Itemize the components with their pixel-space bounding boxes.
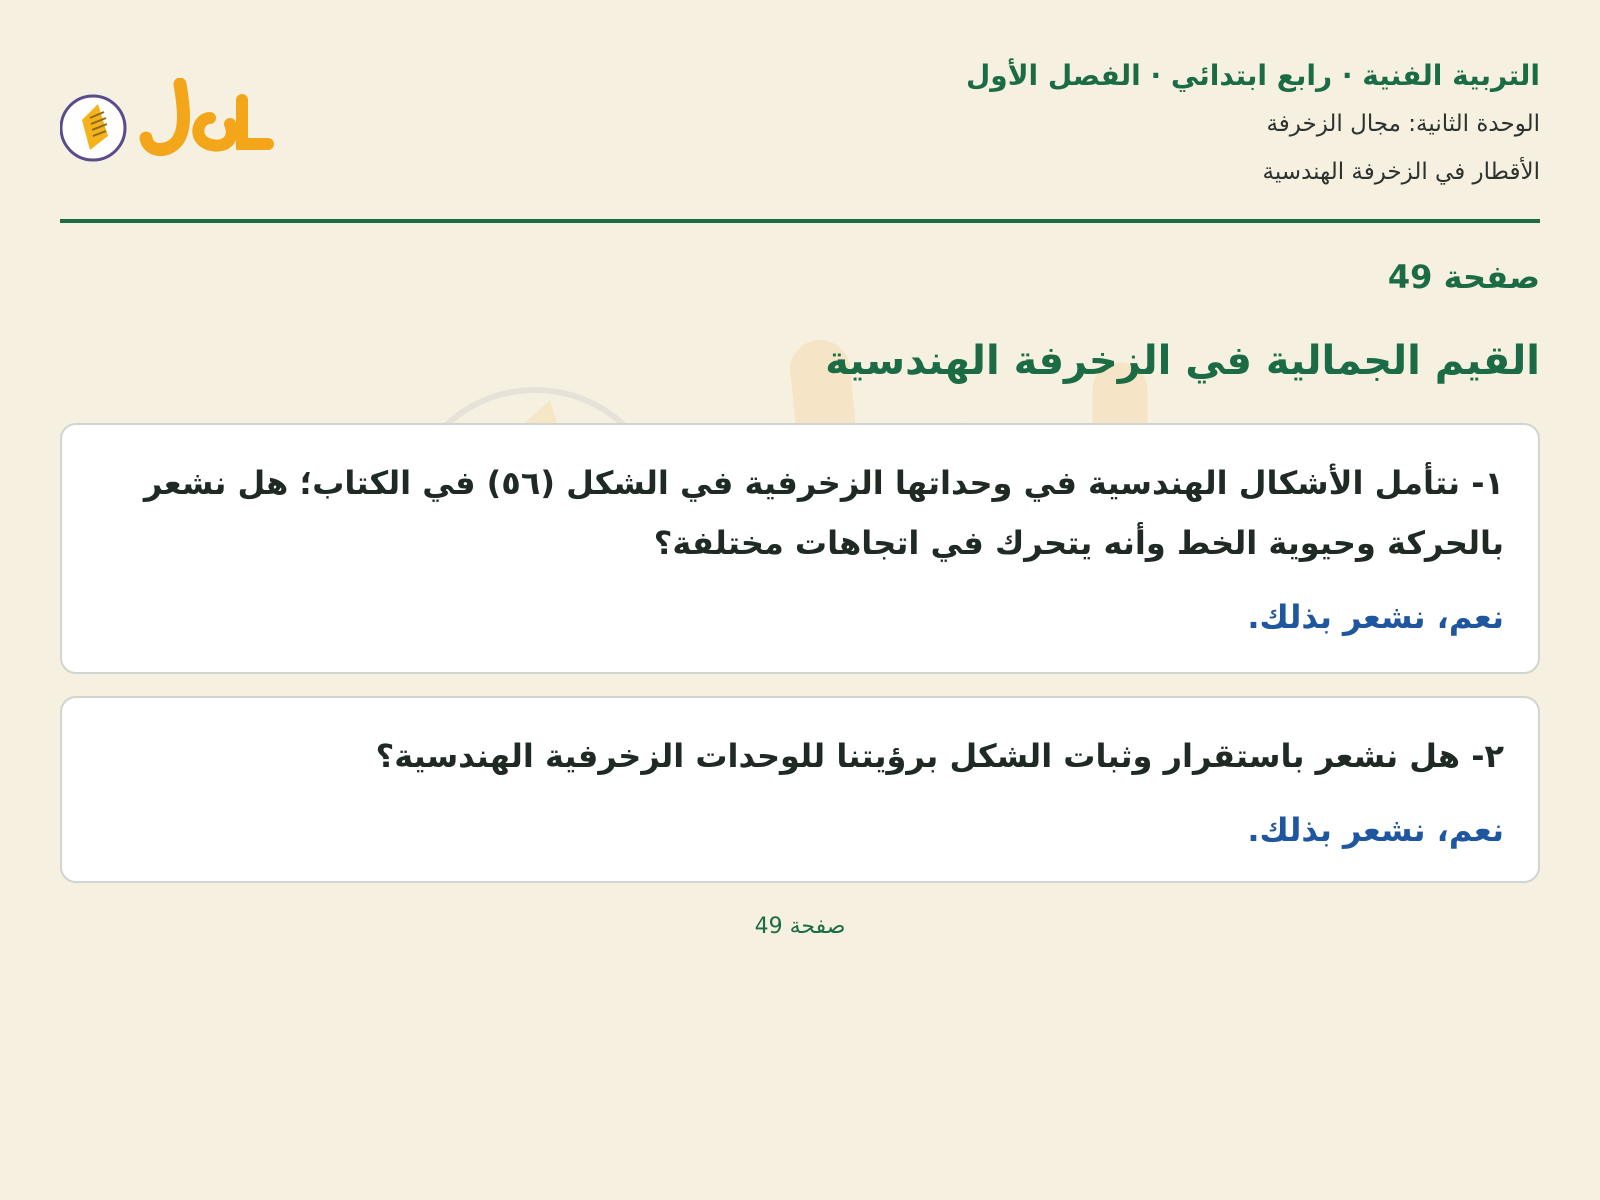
question-text: ٢- هل نشعر باستقرار وثبات الشكل برؤيتنا للوحدات الزخرفية الهندسية؟ bbox=[375, 737, 1504, 775]
hulul-logo-icon bbox=[60, 78, 275, 164]
unit-line: الوحدة الثانية: مجال الزخرفة bbox=[1266, 111, 1540, 137]
question-card bbox=[60, 696, 1540, 883]
question-card bbox=[60, 423, 1540, 674]
lesson-title: القيم الجمالية في الزخرفة الهندسية bbox=[825, 338, 1540, 384]
answer-text: نعم، نشعر بذلك. bbox=[1247, 811, 1504, 849]
header-divider bbox=[60, 219, 1540, 223]
worksheet-page bbox=[60, 0, 1540, 1200]
lesson-line: الأقطار في الزخرفة الهندسية bbox=[1262, 159, 1540, 185]
subject-line: التربية الفنية · رابع ابتدائي · الفصل الأول bbox=[966, 59, 1540, 92]
header-text-block bbox=[966, 52, 1540, 196]
page-number-heading: صفحة 49 bbox=[1387, 258, 1540, 296]
page-header bbox=[60, 52, 1540, 202]
question-text: ١- نتأمل الأشكال الهندسية في وحداتها الزخرفية في الشكل (٥٦) في الكتاب؛ هل نشعر بالحركة وحيوية الخط وأنه يتحرك في اتجاهات مختلفة؟ bbox=[143, 464, 1504, 562]
page-footer: صفحة 49 bbox=[754, 914, 846, 939]
answer-text: نعم، نشعر بذلك. bbox=[1247, 598, 1504, 636]
